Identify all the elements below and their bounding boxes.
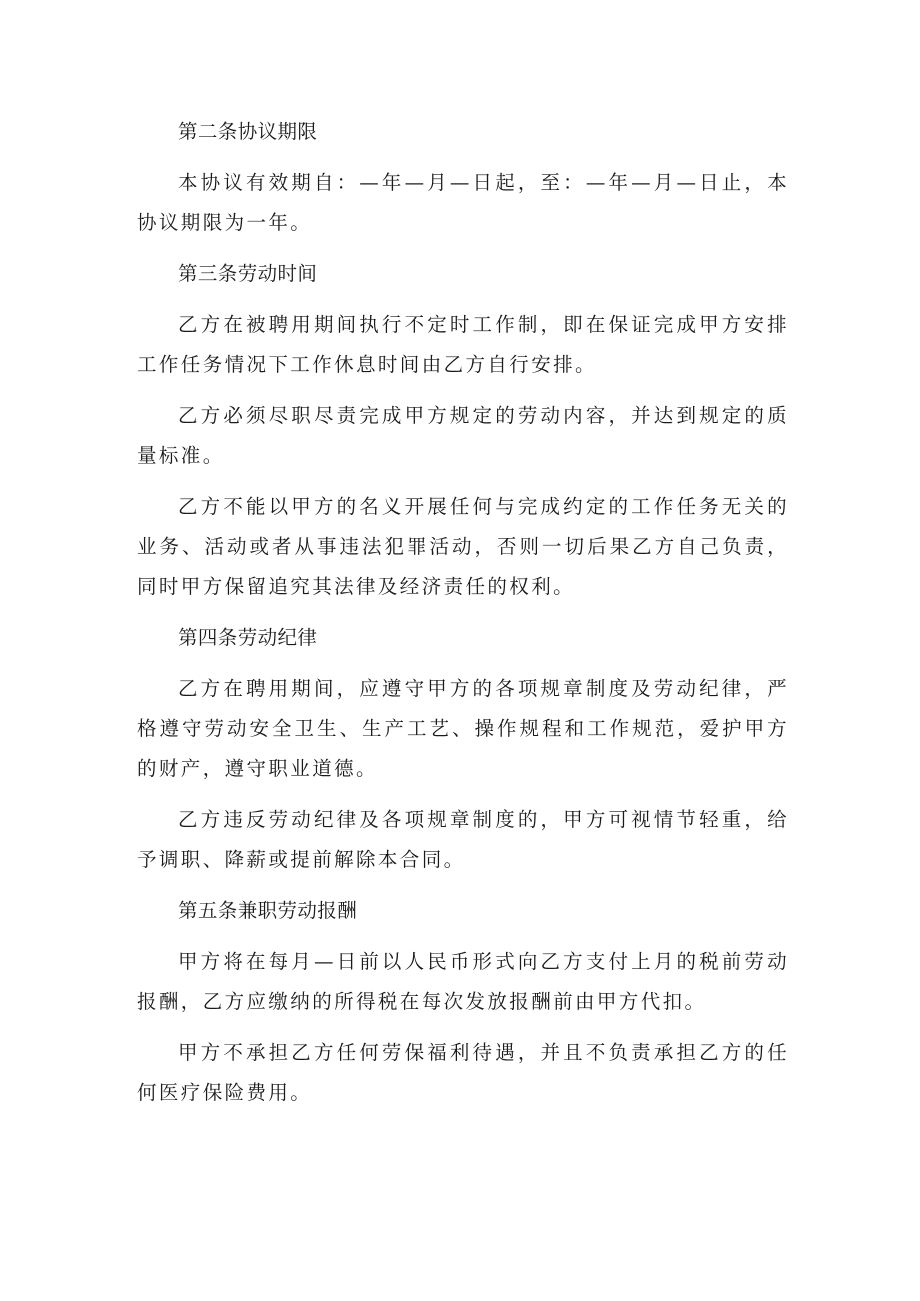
section-heading-discipline: 第四条劳动纪律	[178, 626, 318, 649]
paragraph-violation-penalty: 乙方违反劳动纪律及各项规章制度的，甲方可视情节轻重，给予调职、降薪或提前解除本合同。	[137, 808, 789, 871]
section-heading-working-hours: 第三条劳动时间	[178, 262, 318, 285]
paragraph-duty-quality: 乙方必须尽职尽责完成甲方规定的劳动内容，并达到规定的质量标准。	[137, 404, 789, 467]
paragraph-no-benefits: 甲方不承担乙方任何劳保福利待遇，并且不负责承担乙方的任何医疗保险费用。	[137, 1041, 789, 1104]
paragraph-term-period: 本协议有效期自：—年—月—日起，至：—年—月—日止，本协议期限为一年。	[137, 171, 789, 234]
paragraph-payment-schedule: 甲方将在每月—日前以人民币形式向乙方支付上月的税前劳动报酬，乙方应缴纳的所得税在每次发放报酬前由甲方代扣。	[137, 950, 789, 1013]
section-heading-remuneration: 第五条兼职劳动报酬	[178, 899, 358, 922]
section-heading-term: 第二条协议期限	[178, 120, 318, 143]
paragraph-prohibited-activities: 乙方不能以甲方的名义开展任何与完成约定的工作任务无关的业务、活动或者从事违法犯罪活动，否则一切后果乙方自己负责，同时甲方保留追究其法律及经济责任的权利。	[137, 495, 789, 598]
paragraph-flexible-hours: 乙方在被聘用期间执行不定时工作制，即在保证完成甲方安排工作任务情况下工作休息时间由乙方自行安排。	[137, 313, 789, 376]
document-body	[137, 112, 789, 1124]
paragraph-rules-compliance: 乙方在聘用期间，应遵守甲方的各项规章制度及劳动纪律，严格遵守劳动安全卫生、生产工艺、操作规程和工作规范，爱护甲方的财产，遵守职业道德。	[137, 677, 789, 780]
